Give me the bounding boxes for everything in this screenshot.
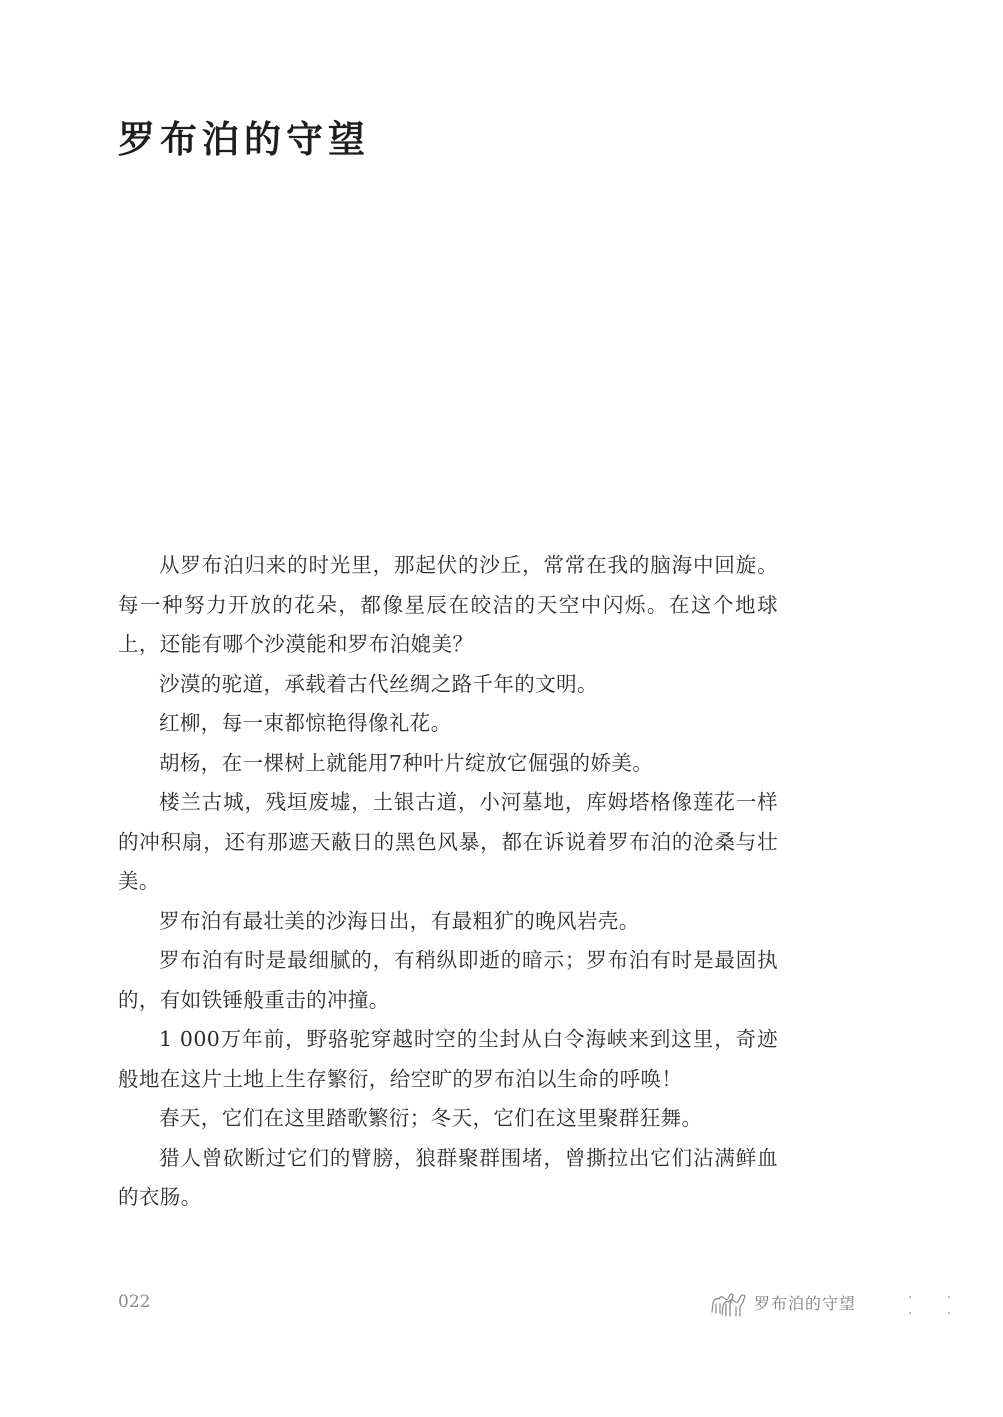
page-number: 022 bbox=[118, 1292, 151, 1312]
paragraph: 沙漠的驼道，承载着古代丝绸之路千年的文明。 bbox=[159, 671, 598, 696]
paragraph: 胡杨，在一棵树上就能用7种叶片绽放它倔强的娇美。 bbox=[159, 750, 654, 775]
paragraph: 罗布泊有时是最细腻的，有稍纵即逝的暗示；罗布泊有时是最固执的，有如铁锤般重击的冲撞。 bbox=[118, 948, 778, 1012]
paragraph: 楼兰古城，残垣废墟，土银古道，小河墓地，库姆塔格像莲花一样的冲积扇，还有那遮天蔽日的黑色风暴，都在诉说着罗布泊的沧桑与壮美。 bbox=[118, 790, 778, 893]
running-title: 罗布泊的守望 bbox=[754, 1293, 857, 1313]
paragraph: 从罗布泊归来的时光里，那起伏的沙丘，常常在我的脑海中回旋。每一种努力开放的花朵，都像星辰在皎洁的天空中闪烁。在这个地球上，还能有哪个沙漠能和罗布泊媲美？ bbox=[118, 553, 778, 656]
paragraph: 红柳，每一束都惊艳得像礼花。 bbox=[159, 711, 452, 735]
body-text bbox=[118, 546, 778, 1218]
paragraph: 1 000万年前，野骆驼穿越时空的尘封从白令海峡来到这里，奇迹般地在这片土地上生存繁衍，给空旷的罗布泊以生命的呼唤！ bbox=[118, 1027, 778, 1091]
chapter-title: 罗布泊的守望 bbox=[118, 117, 370, 161]
paragraph: 猎人曾砍断过它们的臂膀，狼群聚群围堵，曾撕拉出它们沾满鲜血的衣肠。 bbox=[118, 1145, 778, 1209]
paragraph: 春天，它们在这里踏歌繁衍；冬天，它们在这里聚群狂舞。 bbox=[159, 1106, 703, 1130]
decorative-dots: · · · · bbox=[908, 1290, 967, 1322]
running-header bbox=[708, 1286, 856, 1318]
camel-icon bbox=[708, 1286, 748, 1318]
paragraph: 罗布泊有最壮美的沙海日出，有最粗犷的晚风岩壳。 bbox=[159, 908, 640, 933]
